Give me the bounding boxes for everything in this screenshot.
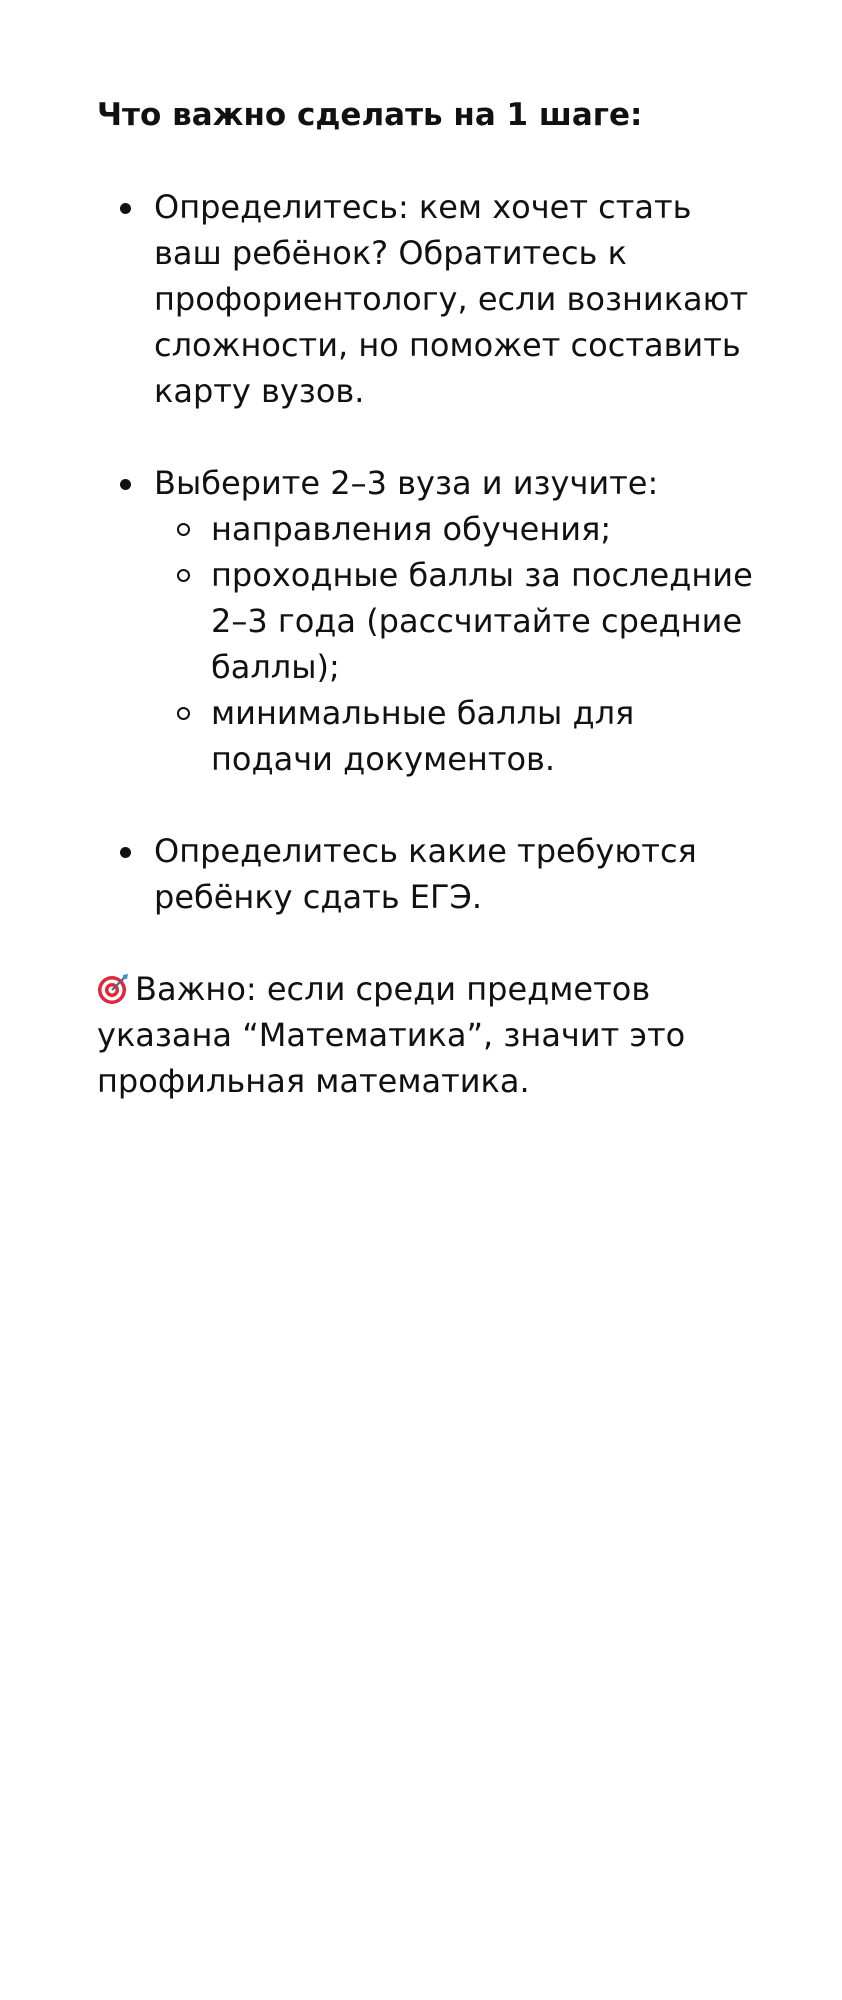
- list-item-text: Определитесь какие требуются ребёнку сдать ЕГЭ.: [154, 832, 697, 916]
- target-icon: [97, 971, 129, 1003]
- step-heading: Что важно сделать на 1 шаге:: [97, 97, 643, 133]
- sublist: [154, 506, 757, 782]
- list-item: [97, 828, 757, 920]
- note-text: Важно: если среди предметов указана “Математика”, значит это профильная математика.: [97, 970, 686, 1100]
- list-item: [97, 184, 757, 414]
- list-item-text: Определитесь: кем хочет стать ваш ребёнок? Обратитесь к профориентологу, если возникают сложности, но поможет составить карту вузов.: [154, 188, 749, 410]
- list-item-text: Выберите 2–3 вуза и изучите:: [154, 464, 659, 502]
- sublist-item: минимальные баллы для подачи документов.: [154, 690, 757, 782]
- list-item: [97, 460, 757, 782]
- article-content: [97, 92, 757, 1104]
- important-note: [97, 966, 757, 1104]
- sublist-item: проходные баллы за последние 2–3 года (рассчитайте средние баллы);: [154, 552, 757, 690]
- steps-list: [97, 184, 757, 920]
- sublist-item: направления обучения;: [154, 506, 757, 552]
